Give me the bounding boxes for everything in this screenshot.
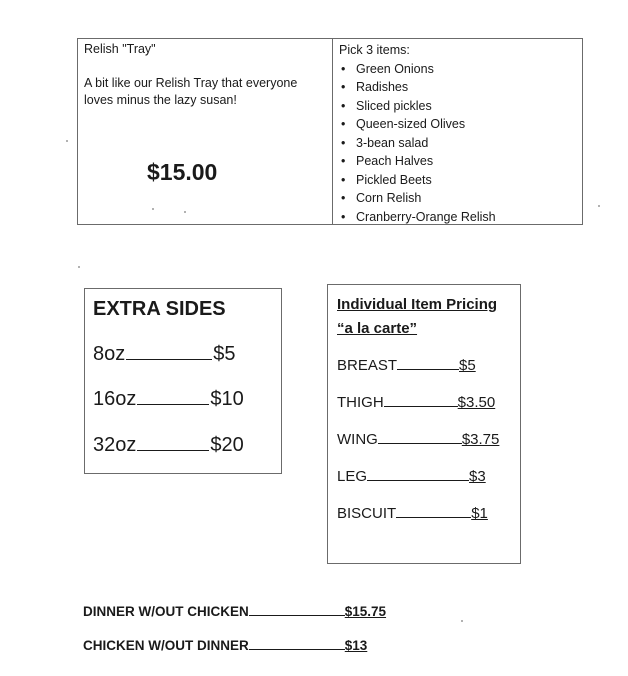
list-item	[339, 208, 582, 227]
list-item	[339, 171, 582, 190]
bottom-price: $13	[344, 638, 368, 653]
pick-list	[339, 60, 582, 227]
bottom-label: DINNER W/OUT CHICKEN	[83, 604, 249, 619]
leader-line	[384, 405, 458, 407]
leader-line	[378, 442, 462, 444]
relish-info-cell	[78, 39, 333, 224]
bullet-icon: •	[341, 172, 346, 187]
list-item	[339, 189, 582, 208]
item-label: Green Onions	[356, 61, 434, 76]
pricing-title: Individual Item Pricing	[337, 296, 498, 313]
list-item	[339, 60, 582, 79]
dinner-without-chicken-row	[83, 604, 386, 619]
leader-line	[126, 358, 212, 360]
leader-line	[137, 449, 209, 451]
item-price: $5	[459, 357, 476, 374]
bullet-icon: •	[341, 61, 346, 76]
scan-speck	[66, 140, 68, 142]
item-label: Corn Relish	[356, 191, 422, 205]
side-size: 16oz	[93, 388, 137, 410]
pick-label: Pick 3 items:	[339, 43, 410, 57]
chicken-without-dinner-row	[83, 638, 367, 653]
bullet-icon: •	[341, 98, 346, 113]
price-row	[337, 394, 495, 411]
item-label: Cranberry-Orange Relish	[356, 209, 496, 224]
scan-speck	[598, 205, 600, 207]
item-price: $3.50	[457, 394, 496, 411]
relish-price: $15.00	[147, 159, 218, 185]
bullet-icon: •	[341, 191, 346, 205]
item-label: Queen-sized Olives	[356, 117, 466, 131]
extra-sides-box	[84, 288, 282, 474]
leader-line	[137, 403, 209, 405]
extra-side-row	[93, 343, 236, 366]
item-name: BREAST	[337, 357, 398, 374]
list-item	[339, 115, 582, 134]
side-price: $5	[213, 343, 236, 365]
item-label: Sliced pickles	[356, 98, 432, 113]
list-item	[339, 152, 582, 171]
relish-options-cell	[333, 39, 582, 224]
side-size: 8oz	[93, 343, 126, 365]
side-price: $10	[210, 388, 244, 410]
relish-title: Relish "Tray"	[84, 42, 156, 56]
bullet-icon: •	[341, 80, 346, 94]
leader-line	[249, 648, 345, 650]
extra-side-row	[93, 434, 244, 457]
side-size: 32oz	[93, 434, 137, 456]
relish-tray-table	[77, 38, 583, 225]
pricing-subtitle: “a la carte”	[337, 320, 418, 337]
item-label: Radishes	[356, 80, 409, 94]
individual-pricing-box	[327, 284, 521, 564]
extra-sides-title: EXTRA SIDES	[93, 298, 226, 320]
scan-speck	[152, 208, 154, 210]
item-name: THIGH	[337, 394, 384, 411]
price-row	[337, 357, 476, 374]
leader-line	[367, 479, 469, 481]
price-row	[337, 505, 488, 522]
price-row	[337, 431, 499, 448]
item-price: $3	[469, 468, 486, 485]
item-name: LEG	[337, 468, 368, 485]
scan-speck	[461, 620, 463, 622]
leader-line	[249, 614, 345, 616]
leader-line	[396, 516, 471, 518]
item-label: Pickled Beets	[356, 172, 432, 187]
list-item	[339, 78, 582, 97]
bullet-icon: •	[341, 135, 346, 150]
bullet-icon: •	[341, 117, 346, 131]
bottom-label: CHICKEN W/OUT DINNER	[83, 638, 249, 653]
list-item	[339, 97, 582, 116]
item-name: BISCUIT	[337, 505, 397, 522]
item-name: WING	[337, 431, 378, 448]
bottom-price: $15.75	[344, 604, 387, 619]
scan-speck	[78, 266, 80, 268]
item-price: $3.75	[461, 431, 500, 448]
scan-speck	[184, 211, 186, 213]
item-label: Peach Halves	[356, 154, 434, 168]
extra-side-row	[93, 388, 244, 411]
price-row	[337, 468, 486, 485]
leader-line	[397, 368, 459, 370]
bullet-icon: •	[341, 209, 346, 224]
side-price: $20	[210, 434, 244, 456]
item-price: $1	[471, 505, 488, 522]
bullet-icon: •	[341, 154, 346, 168]
relish-description: A bit like our Relish Tray that everyone loves minus the lazy susan!	[84, 76, 298, 107]
item-label: 3-bean salad	[356, 135, 429, 150]
list-item	[339, 134, 582, 153]
